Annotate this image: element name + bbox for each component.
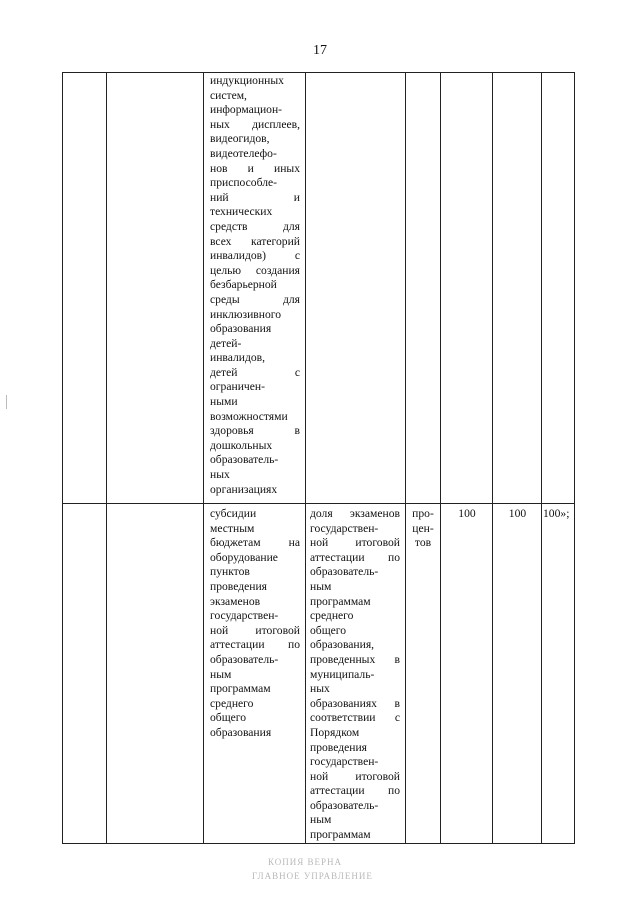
row2-description-line: среднего	[210, 696, 254, 710]
row1-description-line: инвалидов) с	[210, 249, 300, 263]
row2-indicator-line: доля экзаменов	[310, 507, 400, 520]
row2-indicator-line: проведения	[310, 740, 367, 754]
row1-description-line: информацион-	[210, 103, 283, 117]
row1-description-line: ограничен-	[210, 380, 265, 394]
col-border-7	[492, 72, 493, 844]
row2-indicator-line: среднего	[310, 609, 354, 623]
row1-description-line: систем,	[210, 88, 247, 102]
row2-indicator-line: программам	[310, 594, 371, 608]
row1-description-line: видеотелефо-	[210, 146, 277, 160]
col-border-5	[405, 72, 406, 844]
row1-description-line: ных дисплеев,	[210, 117, 300, 131]
row2-description-line: образователь-	[210, 652, 279, 666]
row1-description-line: возможностями	[210, 409, 288, 423]
row2-description-line: оборудование	[210, 550, 278, 564]
row2-indicator-line: образования,	[310, 638, 375, 652]
row2-indicator-line: аттестации по	[310, 784, 400, 798]
row1-description-line: инвалидов,	[210, 351, 266, 365]
row1-description-line: образователь-	[210, 453, 279, 467]
row1-description-line: детей с	[210, 365, 300, 379]
scan-margin-mark	[6, 395, 7, 409]
col-border-4	[305, 72, 306, 844]
row1-description-line: технических	[210, 205, 273, 219]
row2-indicator-cell	[310, 507, 400, 843]
row1-description-line: средств для	[210, 219, 300, 233]
row1-description-line: приспособле-	[210, 176, 277, 190]
row2-indicator-line: государствен-	[310, 755, 379, 769]
row2-indicator-line: образованиях в	[310, 696, 400, 710]
col-border-3	[203, 72, 204, 844]
row2-description-line: проведения	[210, 579, 267, 593]
row1-description-line: дошкольных	[210, 438, 273, 452]
row1-description-line: целью создания	[210, 263, 300, 277]
row1-description-cell	[210, 74, 300, 497]
row2-indicator-line: образователь-	[310, 798, 379, 812]
row1-description-line: здоровья в	[210, 424, 300, 438]
row2-description-line: пунктов	[210, 565, 250, 579]
row2-description-line: ной итоговой	[210, 623, 300, 637]
row2-indicator-line: проведенных в	[310, 652, 400, 666]
row2-value-1: 100	[458, 507, 476, 520]
row2-unit-cell	[408, 507, 438, 551]
row2-description-line: государствен-	[210, 609, 279, 623]
table-top-border	[62, 72, 574, 73]
row2-unit-line: тов	[414, 536, 432, 550]
row2-description-line: экзаменов	[210, 594, 261, 608]
row1-description-line: инклюзивного	[210, 307, 282, 321]
row2-unit-line: про-	[412, 507, 434, 520]
row1-description-line: безбарьерной	[210, 278, 277, 292]
col-border-1	[62, 72, 63, 844]
row2-indicator-line: программам	[310, 828, 371, 842]
row2-indicator-line: государствен-	[310, 521, 379, 535]
row1-description-line: среды для	[210, 292, 300, 306]
row2-description-line: аттестации по	[210, 638, 300, 652]
row1-description-line: ных	[210, 468, 230, 482]
row2-indicator-line: ным	[310, 579, 332, 593]
col-border-2	[106, 72, 107, 844]
row2-description-line: общего	[210, 711, 247, 725]
col-border-6	[440, 72, 441, 844]
row1-description-line: образования	[210, 322, 272, 336]
row1-description-line: ными	[210, 395, 238, 409]
col-border-8	[541, 72, 542, 844]
row2-indicator-line: ной итоговой	[310, 769, 400, 783]
row1-description-line: индукционных	[210, 74, 284, 87]
row2-indicator-line: общего	[310, 623, 347, 637]
row2-indicator-line: соответствии с	[310, 711, 400, 725]
page-number: 17	[313, 43, 327, 58]
row2-indicator-line: образователь-	[310, 565, 379, 579]
row2-indicator-line: Порядком	[310, 725, 360, 739]
row2-value-3: 100»;	[543, 507, 570, 520]
row2-description-line: бюджетам на	[210, 536, 300, 550]
row2-description-line: местным	[210, 521, 255, 535]
row2-description-line: ным	[210, 667, 232, 681]
copy-stamp-line-2: ГЛАВНОЕ УПРАВЛЕНИЕ	[252, 871, 373, 881]
row1-description-line: видеогидов,	[210, 132, 270, 146]
row2-indicator-line: аттестации по	[310, 550, 400, 564]
row2-description-cell	[210, 507, 300, 741]
row2-description-line: образования	[210, 725, 272, 739]
row1-description-line: нов и иных	[210, 161, 300, 175]
row1-description-line: детей-	[210, 336, 242, 350]
row2-description-line: субсидии	[210, 507, 257, 520]
table-bottom-border	[62, 843, 574, 844]
row2-indicator-line: муниципаль-	[310, 667, 375, 681]
col-border-9	[574, 72, 575, 844]
row2-value-2: 100	[508, 507, 527, 520]
copy-stamp-line-1: КОПИЯ ВЕРНА	[268, 857, 343, 867]
row2-indicator-line: ных	[310, 682, 330, 696]
row2-description-line: программам	[210, 682, 271, 696]
row1-description-line: всех категорий	[210, 234, 300, 248]
row2-indicator-line: ной итоговой	[310, 536, 400, 550]
row2-indicator-line: ным	[310, 813, 332, 827]
row1-description-line: ний и	[210, 190, 300, 204]
row-separator	[62, 503, 574, 504]
row2-unit-line: цен-	[412, 521, 434, 535]
row1-description-line: организациях	[210, 482, 278, 496]
